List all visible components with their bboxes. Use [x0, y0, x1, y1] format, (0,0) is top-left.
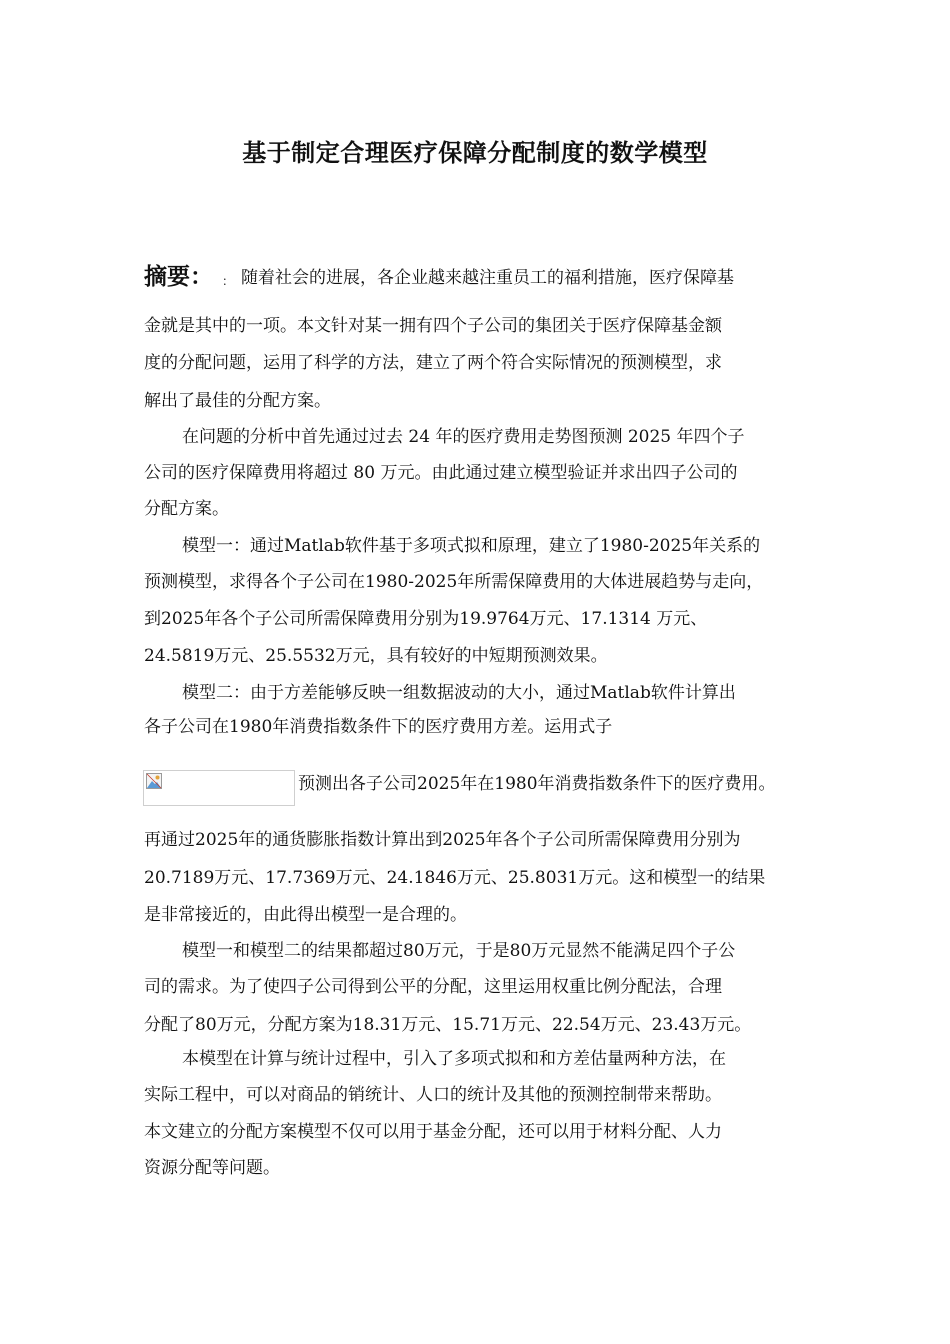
text-line: 分配方案。 [144, 499, 229, 519]
text-line: 实际工程中，可以对商品的销统计、人口的统计及其他的预测控制带来帮助。 [144, 1085, 722, 1105]
formula-image-placeholder [143, 770, 295, 806]
text-line: 模型一和模型二的结果都超过80万元，于是80万元显然不能满足四个子公 [182, 941, 736, 961]
broken-image-icon [146, 773, 162, 789]
text-line: 各子公司在1980年消费指数条件下的医疗费用方差。运用式子 [144, 717, 613, 737]
text-line: 分配了80万元，分配方案为18.31万元、15.71万元、22.54万元、23.43万元。 [144, 1015, 752, 1035]
text-line: 在问题的分析中首先通过过去 24 年的医疗费用走势图预测 2025 年四个子 [182, 427, 745, 447]
text-line: 模型一：通过Matlab软件基于多项式拟和原理，建立了1980-2025年关系的 [182, 536, 761, 556]
text-line: 资源分配等问题。 [144, 1158, 280, 1178]
text-line: 公司的医疗保障费用将超过 80 万元。由此通过建立模型验证并求出四子公司的 [144, 463, 738, 483]
text-line: 24.5819万元、25.5532万元，具有较好的中短期预测效果。 [144, 646, 608, 666]
text-line: 本模型在计算与统计过程中，引入了多项式拟和和方差估量两种方法，在 [182, 1049, 726, 1069]
text-line: 本文建立的分配方案模型不仅可以用于基金分配，还可以用于材料分配、人力 [144, 1122, 722, 1142]
text-line: 随着社会的进展，各企业越来越注重员工的福利措施，医疗保障基 [241, 268, 734, 288]
text-line: 模型二：由于方差能够反映一组数据波动的大小，通过Matlab软件计算出 [182, 683, 736, 703]
abstract-colon: ： [222, 274, 235, 288]
text-line: 解出了最佳的分配方案。 [144, 391, 331, 411]
text-line: 度的分配问题，运用了科学的方法，建立了两个符合实际情况的预测模型，求 [144, 353, 722, 373]
page-title: 基于制定合理医疗保障分配制度的数学模型 [242, 139, 708, 167]
text-line: 司的需求。为了使四子公司得到公平的分配，这里运用权重比例分配法，合理 [144, 977, 722, 997]
text-line: 再通过2025年的通货膨胀指数计算出到2025年各个子公司所需保障费用分别为 [144, 830, 741, 850]
text-line: 20.7189万元、17.7369万元、24.1846万元、25.8031万元。这和模型一的结果 [144, 868, 766, 888]
text-line: 金就是其中的一项。本文针对某一拥有四个子公司的集团关于医疗保障基金额 [144, 316, 722, 336]
abstract-label: 摘要： [144, 264, 213, 290]
text-line: 预测出各子公司2025年在1980年消费指数条件下的医疗费用。 [298, 774, 776, 794]
text-line: 到2025年各个子公司所需保障费用分别为19.9764万元、17.1314 万元、 [144, 609, 708, 629]
text-line: 是非常接近的，由此得出模型一是合理的。 [144, 905, 467, 925]
text-line: 预测模型，求得各个子公司在1980-2025年所需保障费用的大体进展趋势与走向， [144, 572, 764, 592]
